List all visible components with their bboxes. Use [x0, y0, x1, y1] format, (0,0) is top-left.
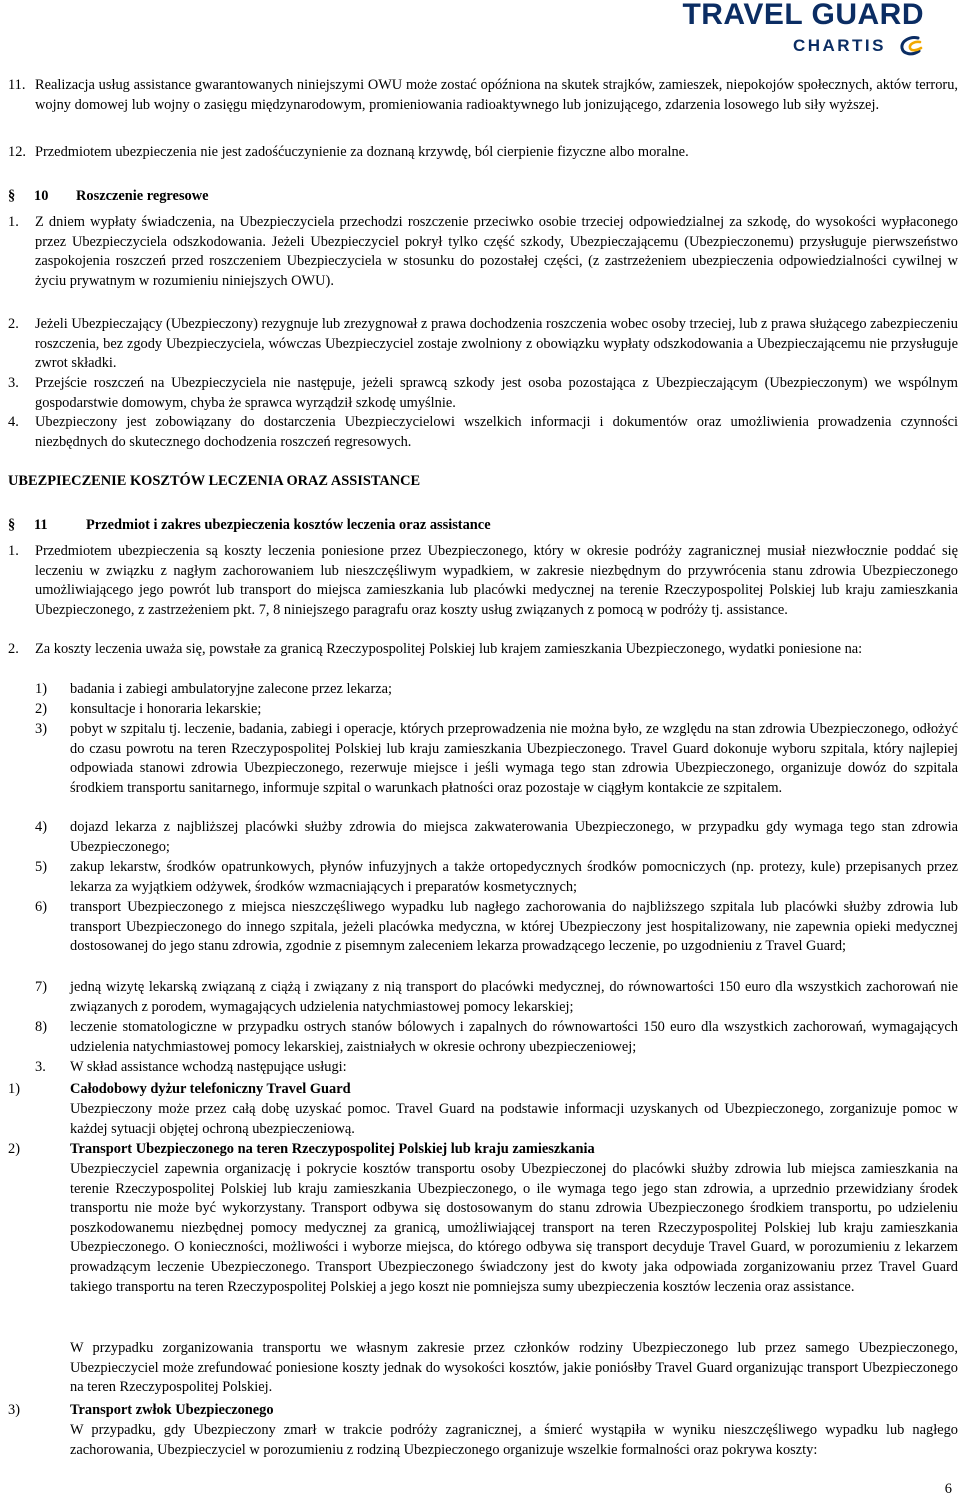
- paragraph-number: 1.: [8, 214, 19, 230]
- item-text: jedną wizytę lekarską związaną z ciążą i związany z nią transport do placówki medycznej, do równowartości 150 euro dla wszystkich zachorowań nie związanych z porodem, wymagających udzielenia natychmiastowej pomocy lekarskiej;: [70, 979, 958, 1015]
- paragraph-number: 3.: [8, 375, 19, 391]
- section-number: 11: [34, 517, 48, 533]
- item-text: transport Ubezpieczonego z miejsca nieszczęśliwego wypadku lub nagłego zachorowania do najbliższego szpitala lub placówki służby zdrowia lub transport Ubezpieczonego do innego szpitala, jeżeli placówka medyczna, w której Ubezpieczony jest hospitalizowany, nie zapewnia opieki medycznej dostosowanej do jego stanu zdrowia, zgodnie z pisemnym zaleceniem lekarza prowadzącego leczenie, po uzgodnieniu z Travel Guard;: [70, 899, 958, 955]
- paragraph-number: 12.: [8, 144, 26, 160]
- paragraph-text: Przejście roszczeń na Ubezpieczyciela nie następuje, jeżeli sprawcą szkody jest osoba pozostająca z Ubezpieczającym (Ubezpieczonym) we wspólnym gospodarstwie domowym, chyba że sprawca wyrządził szkodę umyślnie.: [35, 375, 958, 411]
- service-3-text: W przypadku, gdy Ubezpieczony zmarł w trakcie podróży zagranicznej, a śmierć wystąpiła w wyniku nieszczęśliwego wypadku lub nagłego zachorowania, Ubezpieczyciel w porozumieniu z rodziną Ubezpieczonego organizuje wszelkie formalności oraz pokrywa koszty:: [70, 1422, 958, 1458]
- item-number: 6): [35, 899, 47, 915]
- service-number: 1): [8, 1081, 20, 1097]
- service-number: 3): [8, 1402, 20, 1418]
- logo-sub: CHARTIS: [792, 36, 886, 55]
- paragraph-text: W skład assistance wchodzą następujące usługi:: [70, 1059, 347, 1075]
- section-symbol: §: [8, 517, 16, 533]
- paragraph-11: [8, 76, 958, 115]
- item-text: badania i zabiegi ambulatoryjne zalecone przez lekarza;: [70, 681, 393, 697]
- item-number: 8): [35, 1019, 47, 1035]
- s11-paragraph-1: [8, 542, 958, 620]
- s10-paragraph-1: [8, 213, 958, 291]
- service-2-text-2: W przypadku zorganizowania transportu we własnym zakresie przez członków rodziny Ubezpieczonego lub przez samego Ubezpieczonego, Ubezpieczyciel może zrefundować poniesione koszty jednak do wysokości kosztów, jakie poniósłby Travel Guard organizując transport Ubezpieczonego na teren Rzeczypospolitej Polskiej.: [70, 1340, 958, 1396]
- item-text: konsultacje i honoraria lekarskie;: [70, 701, 262, 717]
- chapter-title: UBEZPIECZENIE KOSZTÓW LECZENIA ORAZ ASSISTANCE: [8, 473, 421, 489]
- paragraph-number: 2.: [8, 316, 19, 332]
- item-text: dojazd lekarza z najbliższej placówki służby zdrowia do miejsca zakwaterowania Ubezpieczonego, w przypadku gdy wymaga tego stan zdrowia Ubezpieczonego;: [70, 819, 958, 855]
- section-title: Przedmiot i zakres ubezpieczenia kosztów leczenia oraz assistance: [86, 517, 491, 533]
- section-heading-10: [8, 187, 209, 207]
- travel-guard-logo: [654, 0, 924, 62]
- section-symbol: §: [8, 188, 16, 204]
- s10-paragraph-2: [8, 315, 958, 374]
- service-2-heading: [8, 1140, 958, 1160]
- section-number: 10: [34, 188, 49, 204]
- s10-paragraph-3: [8, 374, 958, 413]
- item-number: 2): [35, 701, 47, 717]
- cost-item-3: [35, 720, 958, 798]
- service-number: 2): [8, 1141, 20, 1157]
- paragraph-text: Jeżeli Ubezpieczający (Ubezpieczony) rezygnuje lub zrezygnował z prawa dochodzenia roszczenia wobec osoby trzeciej, lub z prawa służącego zabezpieczeniu roszczenia, bez zgody Ubezpieczyciela, wówczas Ubezpieczyciel zostaje zwolniony z obowiązku wypłaty odszkodowania a Ubezpieczającemu nie przysługuje zwrot składki.: [35, 316, 958, 372]
- item-text: pobyt w szpitalu tj. leczenie, badania, zabiegi i operacje, których przeprowadzenia nie można było, ze względu na stan zdrowia Ubezpieczonego, odłożyć do czasu powrotu na teren Rzeczypospolitej Polskiej lub kraju zamieszkania Ubezpieczonego. Travel Guard dokonuje wyboru szpitala, który najlepiej odpowiada stanowi zdrowia Ubezpieczonego, rezerwuje miejsce i jeśli wymaga tego stan zdrowia Ubezpieczonego, organizuje dowóz do szpitala środkiem transportu sanitarnego, informuje szpital o warunkach płatności oraz pozostaje w ciągłym kontakcie ze szpitalem.: [70, 721, 958, 796]
- item-text: zakup lekarstw, środków opatrunkowych, płynów infuzyjnych a także ortopedycznych środków pomocniczych (np. protezy, kule) przepisanych przez lekarza za wyjątkiem odżywek, środków wzmacniających i preparatów kosmetycznych;: [70, 859, 958, 895]
- item-number: 7): [35, 979, 47, 995]
- item-number: 5): [35, 859, 47, 875]
- cost-item-2: [35, 700, 958, 720]
- paragraph-text: Ubezpieczony jest zobowiązany do dostarczenia Ubezpieczycielowi wszelkich informacji i dokumentów oraz umożliwienia prowadzenia czynności niezbędnych do skutecznego dochodzenia roszczeń regresowych.: [35, 414, 958, 450]
- paragraph-text: Realizacja usług assistance gwarantowanych niniejszymi OWU może zostać opóźniona na skutek strajków, zamieszek, niepokojów społecznych, aktów terroru, wojny domowej lub wojny o zasięgu międzynarodowym, promieniowania radioaktywnego lub jonizującego, zdarzenia losowego lub siły wyższej.: [35, 77, 958, 113]
- service-2-text: Ubezpieczyciel zapewnia organizację i pokrycie kosztów transportu osoby Ubezpieczonej do placówki służby zdrowia lub miejsca zamieszkania na terenie Rzeczypospolitej Polskiej lub kraju zamieszkania Ubezpieczonego, o ile wymaga tego jego stan zdrowia, a uprzednio przewidziany środek transportu nie może być wykorzystany. Transport odbywa się dostosowanym do stanu zdrowia Ubezpieczonego środkiem transportu, po udzieleniu poszkodowanemu niezbędnej pomocy medycznej za granicą, umożliwiającej transport na teren Rzeczypospolitej Polskiej lub kraju zamieszkania Ubezpieczonego. O konieczności, możliwości i wyborze miejsca, do którego odbywa się transport decyduje Travel Guard, w porozumieniu z lekarzem prowadzącym leczenie Ubezpieczonego. Transport Ubezpieczonego świadczony jest do kwoty jaka odpowiada zorganizowaniu przez Travel Guard takiego transportu na teren Rzeczypospolitej Polskiej a jego koszt nie pomniejsza sumy ubezpieczenia kosztów leczenia oraz assistance.: [70, 1161, 958, 1295]
- logo-brand: TRAVEL GUARD: [682, 0, 924, 31]
- paragraph-12: [8, 143, 958, 163]
- section-heading-11: [8, 516, 491, 536]
- paragraph-text: Przedmiotem ubezpieczenia są koszty leczenia poniesione przez Ubezpieczonego, który w okresie podróży zagranicznej musiał niezwłocznie poddać się leczeniu w związku z nagłym zachorowaniem lub nieszczęśliwym wypadkiem, w zakresie niezbędnym do przywrócenia stanu zdrowia Ubezpieczonego umożliwiającego jego powrót lub transport do miejsca zamieszkania lub placówki medycznej na terenie Rzeczypospolitej Polskiej lub kraju zamieszkania Ubezpieczonego, z zastrzeżeniem pkt. 7, 8 niniejszego paragrafu oraz koszty usług związanych z pomocą w podróży tj. assistance.: [35, 543, 958, 618]
- cost-item-4: [35, 818, 958, 857]
- item-number: 3): [35, 721, 47, 737]
- section-title: Roszczenie regresowe: [76, 188, 209, 204]
- service-title: Całodobowy dyżur telefoniczny Travel Guard: [70, 1081, 351, 1097]
- paragraph-number: 11.: [8, 77, 26, 93]
- cost-item-1: [35, 680, 958, 700]
- item-number: 4): [35, 819, 47, 835]
- item-number: 1): [35, 681, 47, 697]
- service-title: Transport zwłok Ubezpieczonego: [70, 1402, 274, 1418]
- cost-item-5: [35, 858, 958, 897]
- s11-paragraph-2: [8, 640, 958, 660]
- page-number: 6: [944, 1481, 952, 1497]
- service-title: Transport Ubezpieczonego na teren Rzeczypospolitej Polskiej lub kraju zamieszkania: [70, 1141, 595, 1157]
- service-1-heading: [8, 1080, 958, 1100]
- s11-paragraph-3: [35, 1058, 958, 1078]
- paragraph-number: 2.: [8, 641, 19, 657]
- paragraph-text: Przedmiotem ubezpieczenia nie jest zadośćuczynienie za doznaną krzywdę, ból cierpienie fizyczne albo moralne.: [35, 144, 689, 160]
- service-3-heading: [8, 1401, 958, 1421]
- item-text: leczenie stomatologiczne w przypadku ostrych stanów bólowych i zapalnych do równowartości 150 euro dla wszystkich zachorowań, wymagających udzielenia natychmiastowej pomocy lekarskiej, zaistniałych w okresie ochrony ubezpieczeniowej;: [70, 1019, 958, 1055]
- service-1-text: Ubezpieczony może przez całą dobę uzyskać pomoc. Travel Guard na podstawie informacji uzyskanych od Ubezpieczonego, zorganizuje pomoc w każdej sytuacji objętej ochroną ubezpieczeniową.: [70, 1101, 958, 1137]
- chartis-swirl-icon: [896, 34, 926, 58]
- paragraph-number: 3.: [35, 1059, 46, 1075]
- paragraph-number: 4.: [8, 414, 19, 430]
- cost-item-6: [35, 898, 958, 957]
- paragraph-text: Za koszty leczenia uważa się, powstałe za granicą Rzeczypospolitej Polskiej lub krajem zamieszkania Ubezpieczonego, wydatki poniesione na:: [35, 641, 863, 657]
- paragraph-text: Z dniem wypłaty świadczenia, na Ubezpieczyciela przechodzi roszczenie przeciwko osobie trzeciej odpowiedzialnej za szkodę, do wysokości wypłaconego przez Ubezpieczyciela odszkodowania. Jeżeli Ubezpieczyciel pokrył tylko część szkody, Ubezpieczającemu (Ubezpieczonemu) przysługuje pierwszeństwo zaspokojenia roszczeń przed roszczeniem Ubezpieczyciela w stosunku do pozostałej części, (z zastrzeżeniem ubezpieczenia odpowiedzialności cywilnej w życiu prywatnym w rozumieniu niniejszych OWU).: [35, 214, 958, 289]
- s10-paragraph-4: [8, 413, 958, 452]
- paragraph-number: 1.: [8, 543, 19, 559]
- cost-item-7: [35, 978, 958, 1017]
- cost-item-8: [35, 1018, 958, 1057]
